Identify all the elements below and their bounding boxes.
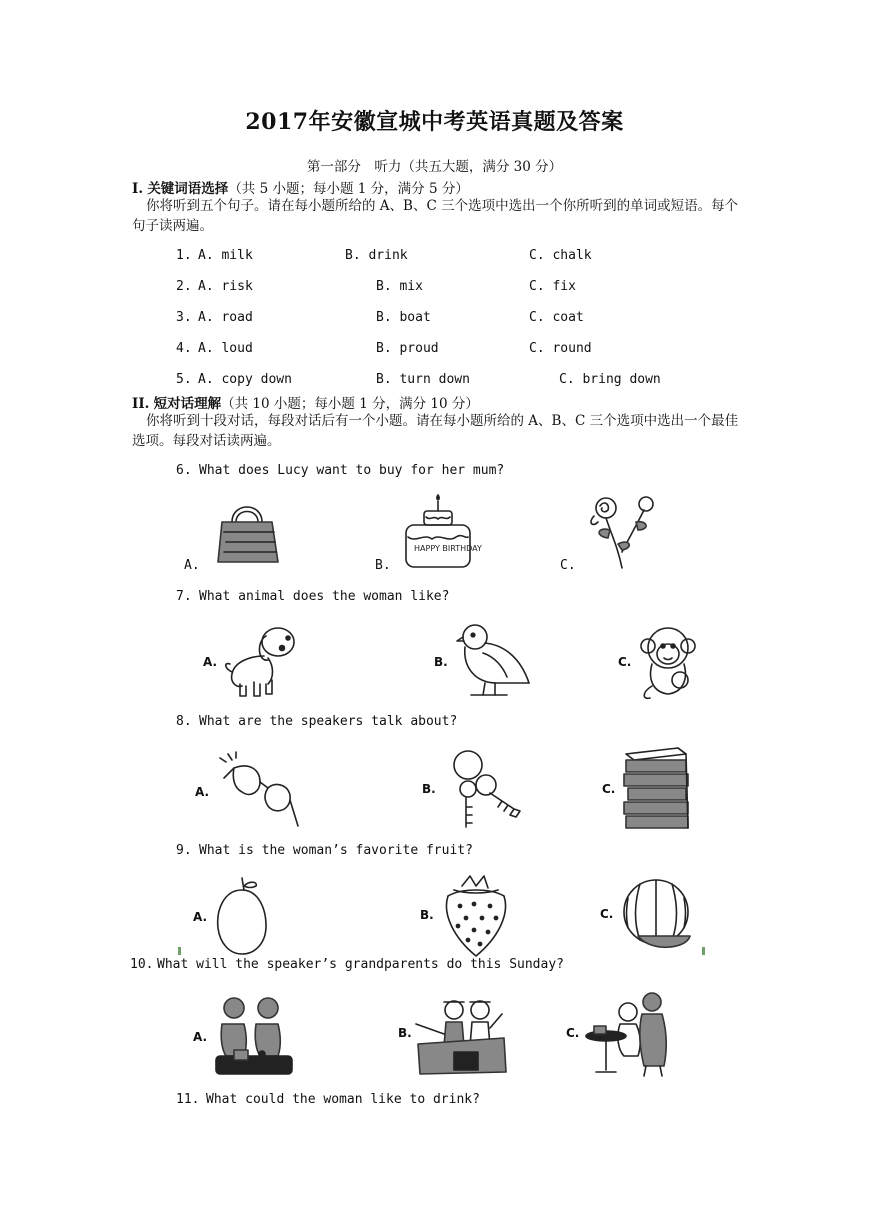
grandparents-playing-chess-icon: [212, 994, 296, 1078]
question-9-number: 9.: [176, 843, 192, 858]
question-11-number: 11.: [176, 1092, 200, 1107]
question-7-number: 7.: [176, 589, 192, 604]
section-2-heading: [132, 392, 479, 412]
item-4-option-b: B. proud: [376, 341, 439, 356]
question-6-text: What does Lucy want to buy for her mum?: [199, 463, 505, 478]
question-6-number: 6.: [176, 463, 192, 478]
item-1-number: 1.: [176, 248, 192, 263]
q7-label-c: C.: [618, 655, 632, 669]
monkey-icon: [638, 622, 708, 702]
q8-label-b: B.: [422, 782, 436, 796]
q8-label-a: A.: [195, 785, 210, 799]
q9-label-a: A.: [193, 910, 208, 924]
item-4-option-c: C. round: [529, 341, 592, 356]
strawberry-icon: [440, 874, 512, 960]
section-1-note: （共 5 小题；每小题 1 分，满分 5 分）: [228, 181, 469, 197]
q9-label-b: B.: [420, 908, 434, 922]
item-4-number: 4.: [176, 341, 192, 356]
birthday-cake-icon: [402, 493, 482, 571]
glasses-icon: [214, 748, 306, 830]
keys-icon: [440, 745, 524, 831]
part-heading: 第一部分 听力（共五大题，满分 30 分）: [306, 159, 563, 175]
section-2-title: 短对话理解: [153, 396, 222, 412]
margin-mark: [178, 947, 181, 955]
item-5-number: 5.: [176, 372, 192, 387]
item-2-option-a: A. risk: [198, 279, 253, 294]
question-7-text: What animal does the woman like?: [199, 589, 450, 604]
section-1-heading: [132, 177, 469, 197]
handbag-icon: [214, 500, 284, 568]
q6-label-b: B.: [375, 558, 391, 573]
question-10-text: What will the speaker’s grandparents do this Sunday?: [157, 957, 564, 972]
section-2-instruction: 你将听到十段对话，每段对话后有一个小题。请在每小题所给的 A、B、C 三个选项中选出一个最佳选项。每段对话读两遍。: [132, 413, 739, 449]
question-9-text: What is the woman’s favorite fruit?: [199, 843, 473, 858]
item-3-option-c: C. coat: [529, 310, 584, 325]
item-3-option-a: A. road: [198, 310, 253, 325]
q6-label-c: C.: [560, 558, 576, 573]
grandparents-fishing-icon: [414, 994, 508, 1078]
item-1-option-a: A. milk: [198, 248, 253, 263]
item-3-number: 3.: [176, 310, 192, 325]
q6-label-a: A.: [184, 558, 200, 573]
rose-icon: [584, 492, 664, 570]
q8-label-c: C.: [602, 782, 616, 796]
books-icon: [620, 746, 694, 830]
item-4-option-a: A. loud: [198, 341, 253, 356]
document-title: 2017年安徽宣城中考英语真题及答案: [245, 109, 624, 135]
question-8-number: 8.: [176, 714, 192, 729]
watermelon-icon: [620, 876, 696, 954]
bird-icon: [455, 617, 535, 701]
q10-label-a: A.: [193, 1030, 208, 1044]
dog-icon: [222, 622, 302, 702]
pear-icon: [212, 874, 276, 958]
q10-label-c: C.: [566, 1026, 580, 1040]
question-10-number: 10.: [130, 957, 154, 972]
q7-label-a: A.: [203, 655, 218, 669]
section-1-numeral: I.: [132, 181, 144, 197]
section-1-instruction: 你将听到五个句子。请在每小题所给的 A、B、C 三个选项中选出一个你所听到的单词或短语。每个句子读两遍。: [132, 198, 739, 234]
q9-label-c: C.: [600, 907, 614, 921]
item-5-option-b: B. turn down: [376, 372, 470, 387]
section-2-numeral: II.: [132, 396, 150, 412]
margin-mark: [702, 947, 705, 955]
item-2-number: 2.: [176, 279, 192, 294]
q10-label-b: B.: [398, 1026, 412, 1040]
section-1-title: 关键词语选择: [147, 181, 229, 197]
item-5-option-c: C. bring down: [559, 372, 661, 387]
item-2-option-b: B. mix: [376, 279, 423, 294]
item-3-option-b: B. boat: [376, 310, 431, 325]
q7-label-b: B.: [434, 655, 448, 669]
item-1-option-b: B. drink: [345, 248, 408, 263]
item-1-option-c: C. chalk: [529, 248, 592, 263]
grandparents-at-table-icon: [584, 990, 676, 1078]
cake-text: HAPPY BIRTHDAY: [414, 544, 482, 553]
item-5-option-a: A. copy down: [198, 372, 292, 387]
item-2-option-c: C. fix: [529, 279, 576, 294]
question-8-text: What are the speakers talk about?: [199, 714, 458, 729]
section-2-note: （共 10 小题；每小题 1 分，满分 10 分）: [221, 396, 479, 412]
question-11-text: What could the woman like to drink?: [206, 1092, 480, 1107]
